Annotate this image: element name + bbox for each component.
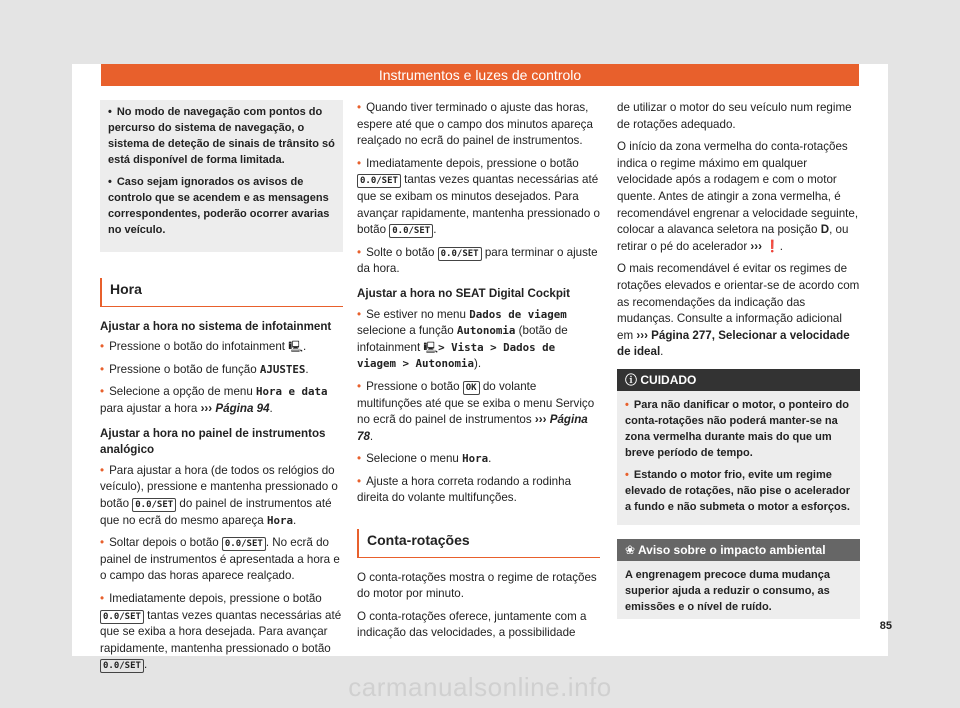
- ok-button-icon: OK: [463, 381, 480, 395]
- list-item: • Selecione o menu Hora.: [357, 451, 600, 468]
- section-title-conta-rotacoes: Conta-rotações: [357, 529, 600, 558]
- set-button-icon: 0.0/SET: [389, 224, 433, 238]
- subheading: Ajustar a hora no SEAT Digital Cockpit: [357, 286, 571, 300]
- column-3: [617, 100, 860, 619]
- paragraph: O conta-rotações mostra o regime de rotações do motor por minuto.: [357, 570, 597, 601]
- paragraph: de utilizar o motor do seu veículo num regime de rotações adequado.: [617, 101, 852, 131]
- note-item: • No modo de navegação com pontos do percurso do sistema de navegação, o sistema de deteção de sinais de trânsito só está disponível de forma limitada.: [108, 104, 335, 168]
- list-item: • Imediatamente depois, pressione o botão 0.0/SET tantas vezes quantas necessárias até que se exibam os minutos desejados. Para avançar rapidamente, mantenha pressionado o botão 0.0/SET .: [357, 156, 600, 239]
- set-button-icon: 0.0/SET: [357, 174, 401, 188]
- list-item: • Pressione o botão do infotainment 🖳.: [100, 339, 343, 356]
- set-button-icon: 0.0/SET: [132, 498, 176, 512]
- link[interactable]: Página 94: [215, 401, 270, 415]
- caution-item: • Estando o motor frio, evite um regime elevado de rotações, não pise o acelerador a fundo e não submeta o motor a esforços.: [625, 467, 852, 515]
- list-item: • Solte o botão 0.0/SET para terminar o ajuste da hora.: [357, 245, 600, 278]
- caution-header: ⓘ CUIDADO: [617, 369, 860, 391]
- set-button-icon: 0.0/SET: [438, 247, 482, 261]
- paragraph: O conta-rotações oferece, juntamente com a indicação das velocidades, a possibilidade: [357, 609, 587, 640]
- list-item: • Para ajustar a hora (de todos os relógios do veículo), pressione e mantenha pressionado o botão 0.0/SET do painel de instrumentos até que no ecrã do mesmo apareça Hora.: [100, 463, 343, 529]
- section-title-hora: Hora: [100, 278, 343, 307]
- list-item: • Se estiver no menu Dados de viagem selecione a função Autonomia (botão de infotainment 🖳> Vista > Dados de viagem > Autonomia).: [357, 307, 600, 373]
- note-item: • Caso sejam ignorados os avisos de controlo que se acendem e as mensagens correspondentes, poderão ocorrer avarias no veículo.: [108, 174, 335, 238]
- list-item: • Quando tiver terminado o ajuste das horas, espere até que o campo dos minutos apareça realçado no ecrã do painel de instrumentos.: [357, 100, 600, 150]
- list-item: • Pressione o botão OK do volante multifunções até que se exiba o menu Serviço no ecrã do painel de instrumentos ››› Página 78.: [357, 379, 600, 445]
- paragraph: O mais recomendável é evitar os regimes de rotações elevados e orientar-se de acordo com as recomendações da indicação das mudanças. Consulte a informação adicional em ››› Página 277, Selecionar a velocidade de ideal.: [617, 262, 860, 359]
- infotainment-icon: 🖳: [423, 341, 439, 354]
- list-item: • Soltar depois o botão 0.0/SET . No ecrã do painel de instrumentos é apresentada a hora e o campo das horas aparece realçado.: [100, 535, 343, 585]
- subheading: Ajustar a hora no sistema de infotainment: [100, 319, 332, 333]
- environment-body: A engrenagem precoce duma mudança superior ajuda a reduzir o consumo, as emissões e o nível de ruído.: [617, 561, 860, 619]
- caution-item: • Para não danificar o motor, o ponteiro do conta-rotações não poderá manter-se na zona vermelha durante mais do que um breve período de tempo.: [625, 397, 852, 461]
- set-button-icon: 0.0/SET: [100, 610, 144, 624]
- watermark: carmanualsonline.info: [348, 672, 612, 702]
- infotainment-icon: 🖳: [288, 341, 303, 354]
- page-header: Instrumentos e luzes de controlo: [101, 64, 859, 86]
- list-item: • Pressione o botão de função AJUSTES.: [100, 362, 343, 379]
- warning-icon: ❗: [765, 239, 780, 253]
- page-number: 85: [879, 620, 892, 632]
- link[interactable]: Página 277, Selecionar a velocidade de ideal: [617, 328, 850, 359]
- leaf-icon: ❀: [625, 542, 636, 557]
- note-box: [100, 100, 343, 252]
- column-2: [357, 100, 600, 648]
- column-1: [100, 100, 343, 680]
- environment-box: [617, 539, 860, 619]
- link[interactable]: Página 78: [357, 413, 588, 443]
- caution-body: [617, 391, 860, 525]
- set-button-icon: 0.0/SET: [100, 659, 144, 673]
- environment-header: ❀ Aviso sobre o impacto ambiental: [617, 539, 860, 561]
- set-button-icon: 0.0/SET: [222, 537, 266, 551]
- caution-box: [617, 369, 860, 525]
- list-item: • Imediatamente depois, pressione o botão 0.0/SET tantas vezes quantas necessárias até que se exiba a hora desejada. Para avançar rapidamente, mantenha pressionado o botão 0.0/SET .: [100, 591, 343, 674]
- subheading: Ajustar a hora no painel de instrumentos analógico: [100, 426, 326, 457]
- alert-icon: ⓘ: [625, 372, 638, 387]
- list-item: • Ajuste a hora correta rodando a rodinha direita do volante multifunções.: [357, 474, 600, 507]
- list-item: • Selecione a opção de menu Hora e data para ajustar a hora ››› Página 94.: [100, 384, 343, 417]
- paragraph: O início da zona vermelha do conta-rotações indica o regime máximo em qualquer velocidade após a rodagem e com o motor quente. Antes de atingir a zona vermelha, é recomendável engrenar a velocidade seguinte, colocar a alavanca seletora na posição D, ou retirar o pé do acelerador ››› ❗.: [617, 140, 859, 253]
